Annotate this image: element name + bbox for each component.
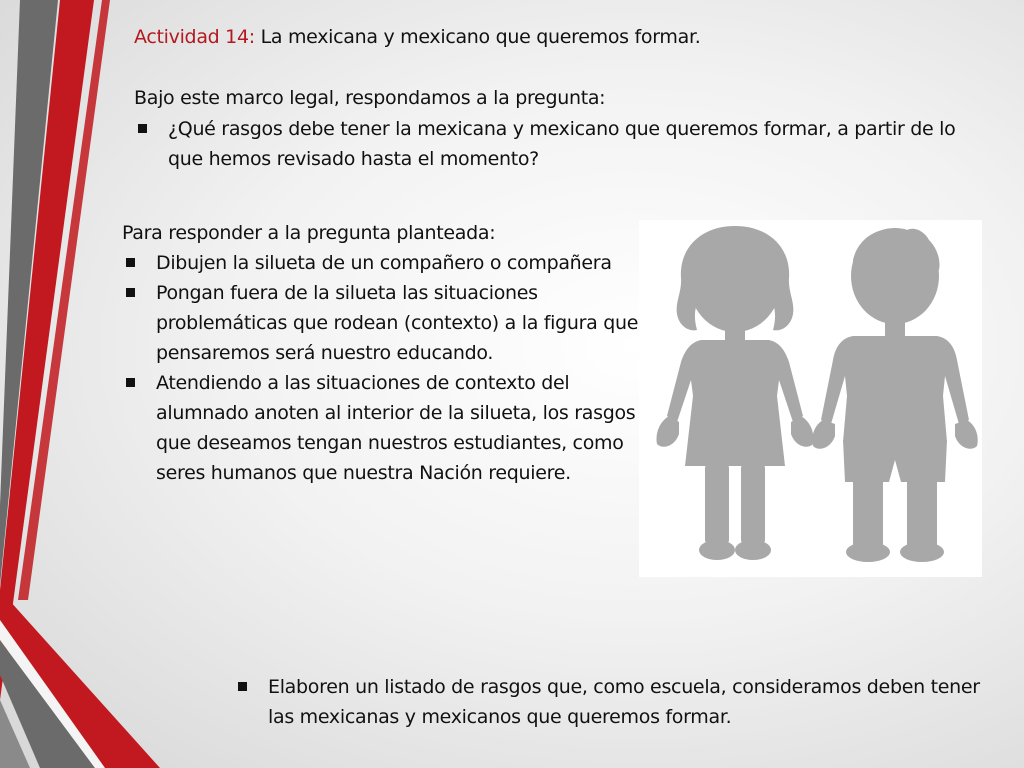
instructions-bullet-list [122, 248, 642, 488]
bullet-text: Dibujen la silueta de un compañero o compañera [156, 252, 612, 274]
silhouettes-image [639, 220, 982, 577]
bullet-text: Pongan fuera de la silueta las situaciones problemáticas que rodean (contexto) a la figura que pensaremos será nuestro educando. [156, 282, 639, 364]
bullet-square-icon [126, 288, 135, 297]
list-item [122, 368, 642, 488]
page-title [134, 22, 700, 52]
intro-lead: Bajo este marco legal, respondamos a la pregunta: [134, 87, 606, 109]
list-item [122, 278, 642, 368]
list-item [122, 248, 642, 278]
final-bullet-list [234, 672, 994, 732]
instructions-block [122, 218, 642, 488]
bullet-square-icon [126, 378, 135, 387]
title-prefix: Actividad 14: [134, 26, 255, 48]
bullet-text: Atendiendo a las situaciones de contexto del alumnado anoten al interior de la silueta, los rasgos que deseamos tengan nuestros estudiantes, como seres humanos que nuestra Nación requiere. [156, 372, 636, 484]
bullet-square-icon [238, 682, 247, 691]
intro-bullet-list [134, 114, 974, 174]
bullet-text: ¿Qué rasgos debe tener la mexicana y mexicano que queremos formar, a partir de lo que hemos revisado hasta el momento? [168, 118, 956, 170]
bullet-square-icon [126, 258, 135, 267]
bullet-text: Elaboren un listado de rasgos que, como escuela, consideramos deben tener las mexicanas y mexicanos que queremos formar. [268, 676, 980, 728]
title-text: La mexicana y mexicano que queremos formar. [254, 26, 701, 48]
instructions-lead: Para responder a la pregunta planteada: [122, 222, 496, 244]
list-item [234, 672, 994, 732]
list-item [134, 114, 974, 174]
bullet-square-icon [138, 124, 147, 133]
